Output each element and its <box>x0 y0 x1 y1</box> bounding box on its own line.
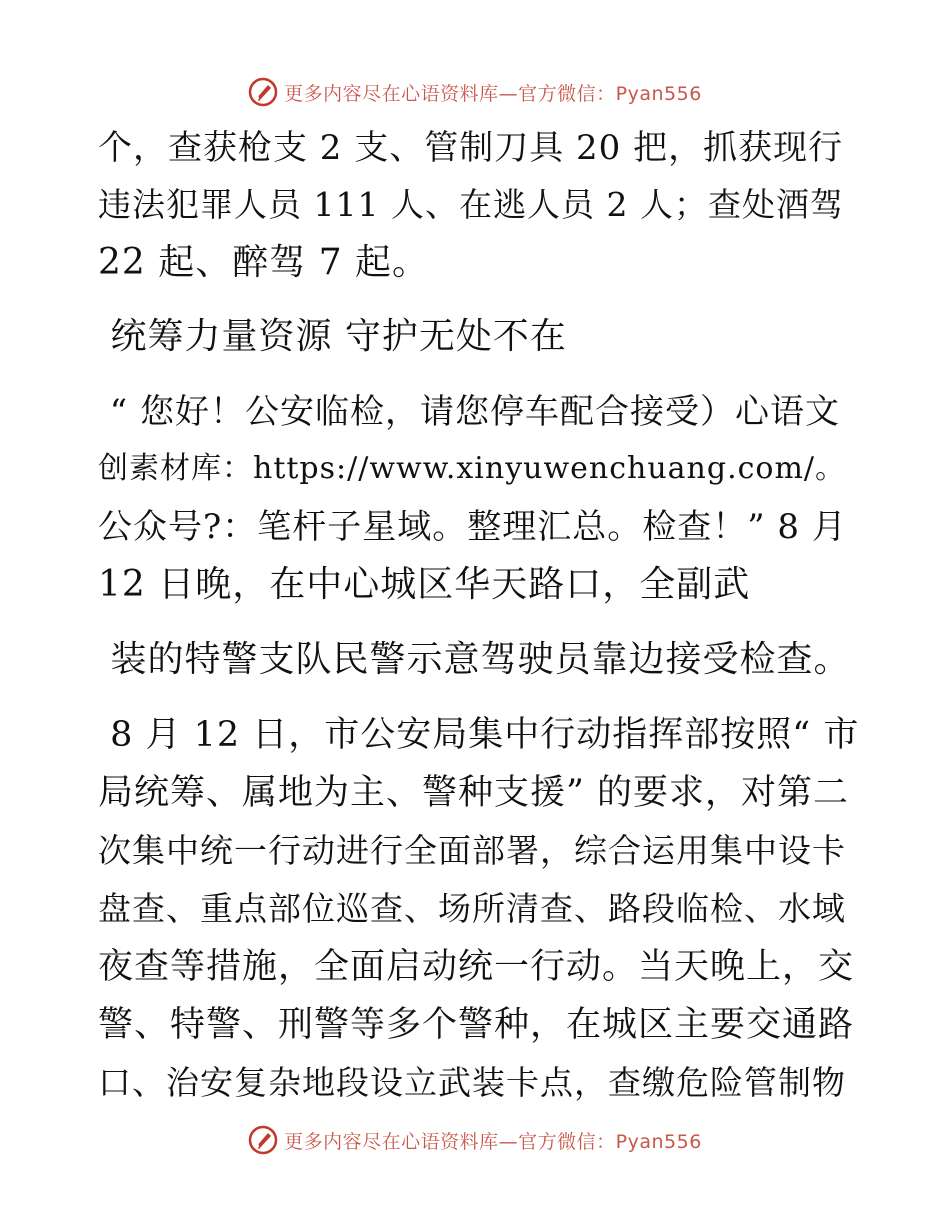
text-line: 夜查等措施，全面启动统一行动。当天晚上，交 <box>98 947 855 987</box>
text-line: 口、治安复杂地段设立武装卡点，查缴危险管制物 <box>98 1063 846 1102</box>
text-line: 次集中统一行动进行全面部署，综合运用集中设卡 <box>98 831 846 870</box>
text-line: 12 日晚，在中心城区华天路口，全副武 <box>98 564 751 605</box>
text-line: “ 您好！公安临检，请您停车配合接受）心语文 <box>98 392 840 432</box>
text-line: 装的特警支队民警示意驾驶员靠边接受检查。 <box>98 639 851 680</box>
text-line: 22 起、醉驾 7 起。 <box>98 242 430 283</box>
section-heading: 统筹力量资源 守护无处不在 <box>98 316 567 357</box>
footer-banner-text: 更多内容尽在心语资料库—官方微信：Pyan556 <box>284 1130 702 1153</box>
footer-banner <box>0 1120 950 1160</box>
text-line: 创素材库：https://www.xinyuwenchuang.com/。 <box>98 451 847 486</box>
pen-logo-icon <box>248 1125 278 1155</box>
header-banner-text: 更多内容尽在心语资料库—官方微信：Pyan556 <box>284 82 702 105</box>
text-line: 8 月 12 日，市公安局集中行动指挥部按照“ 市 <box>98 715 860 755</box>
text-line: 局统筹、属地为主、警种支援” 的要求，对第二 <box>98 773 850 813</box>
text-line: 警、特警、刑警等多个警种，在城区主要交通路 <box>98 1005 855 1045</box>
text-line: 个，查获枪支 2 支、管制刀具 20 把，抓获现行 <box>98 128 844 168</box>
text-line: 违法犯罪人员 111 人、在逃人员 2 人；查处酒驾 <box>98 185 844 224</box>
text-line: 盘查、重点部位巡查、场所清查、路段临检、水域 <box>98 889 846 928</box>
text-line: 公众号?：笔杆子星域。整理汇总。检查！” 8 月 <box>98 507 847 547</box>
